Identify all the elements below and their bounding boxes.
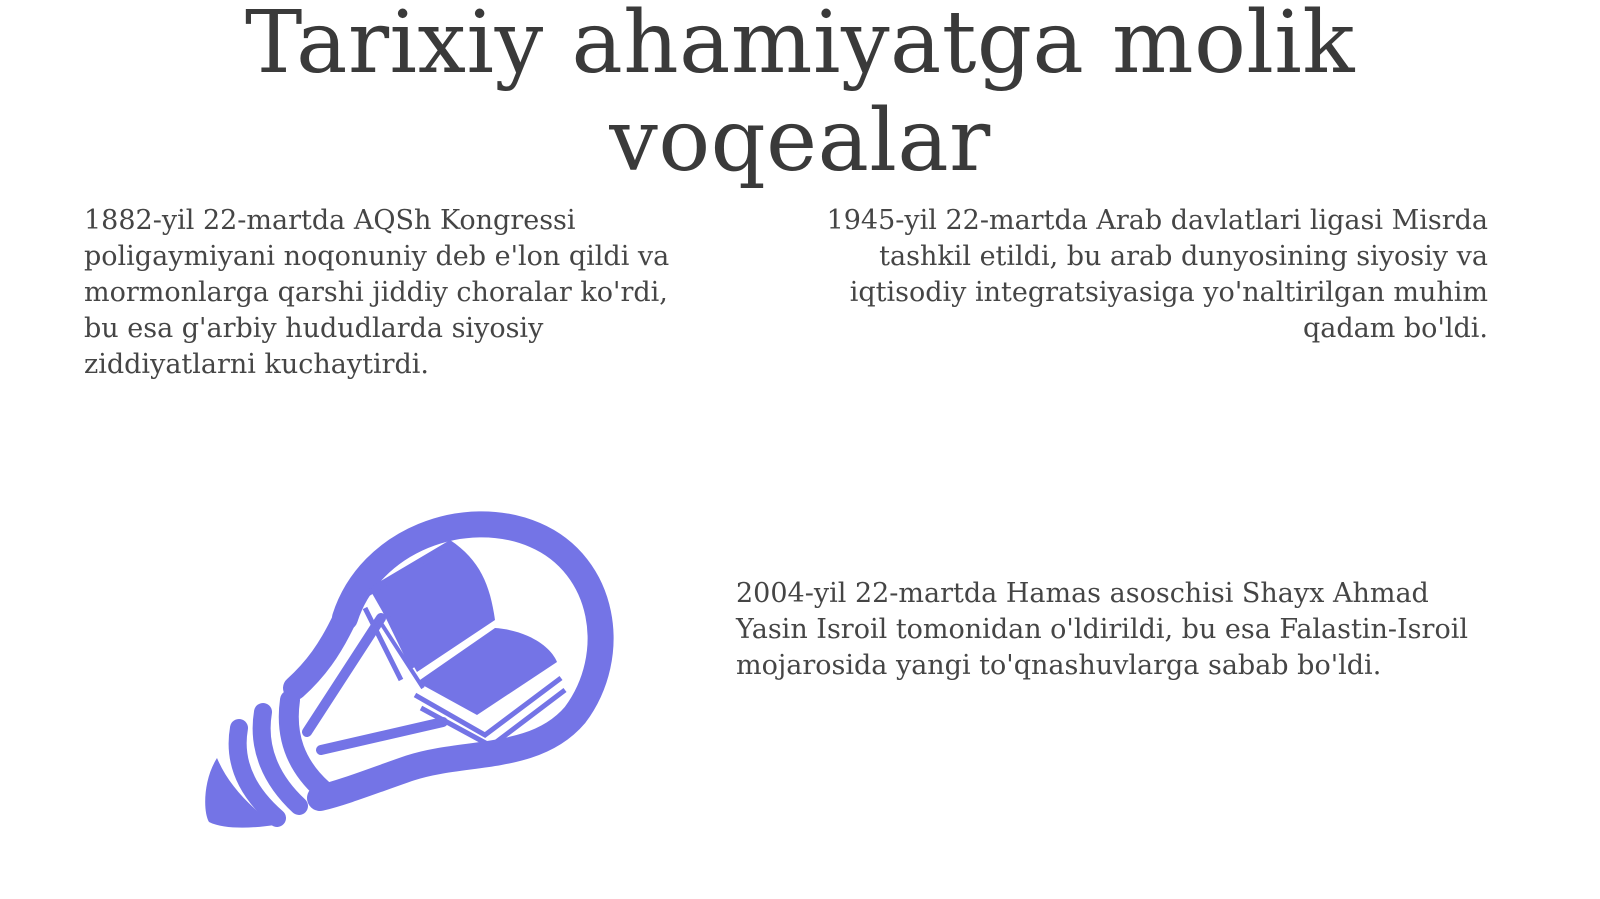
- event-1945-text: 1945-yil 22-martda Arab davlatlari ligasi Misrda tashkil etildi, bu arab dunyosining siyosiy va iqtisodiy integratsiyasiga yo'naltirilgan muhim qadam bo'ldi.: [826, 205, 1488, 344]
- event-2004-text: 2004-yil 22-martda Hamas asoschisi Shayx Ahmad Yasin Isroil tomonidan o'ldirildi, bu esa Falastin-Isroil mojarosida yangi to'qnashuvlarga sabab bo'ldi.: [736, 578, 1468, 681]
- lightbulb-book-icon: [195, 500, 625, 845]
- title-line-1: Tarixiy ahamiyatga molik: [244, 0, 1355, 93]
- event-1882-text: 1882-yil 22-martda AQSh Kongressi poligaymiyani noqonuniy deb e'lon qildi va mormonlarga qarshi jiddiy choralar ko'rdi, bu esa g'arbiy hududlarda siyosiy ziddiyatlarni kuchaytirdi.: [84, 205, 670, 380]
- slide-title: [0, 0, 1600, 190]
- title-line-2: voqealar: [609, 91, 991, 191]
